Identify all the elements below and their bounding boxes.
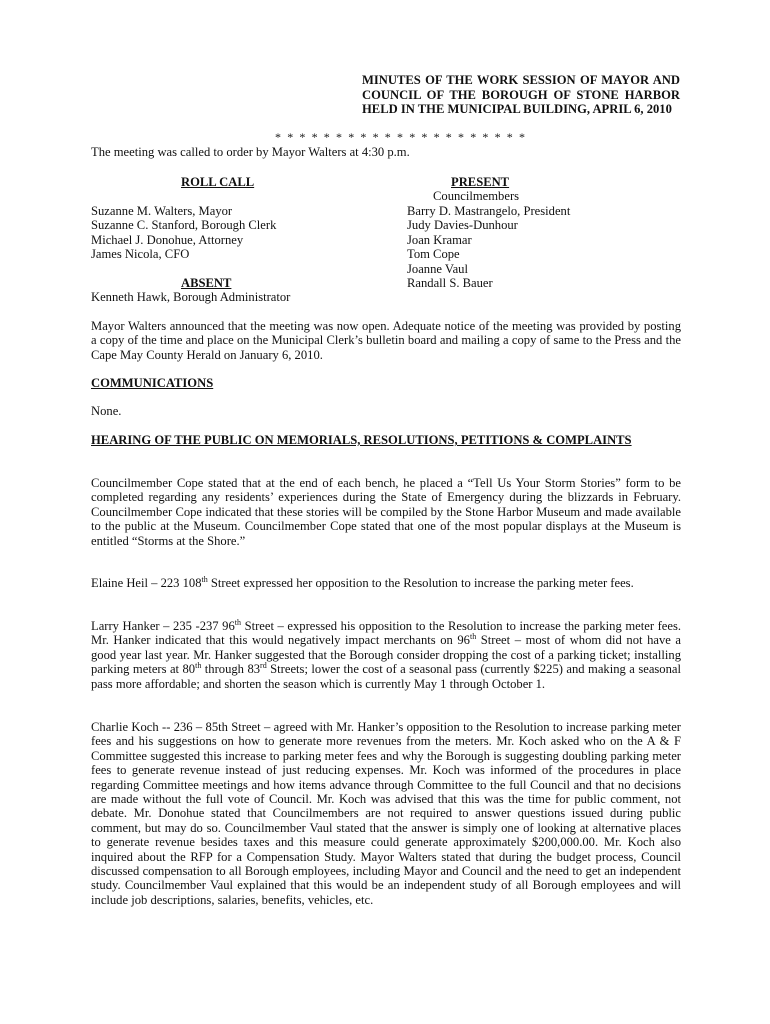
absent-heading: ABSENT xyxy=(181,276,232,290)
communications-text: None. xyxy=(91,404,122,418)
koch-statement: Charlie Koch -- 236 – 85th Street – agreed with Mr. Hanker’s opposition to the Resolution to increase parking meter fees and his suggestions on how to generate more revenues from the meters. Mr. Koch asked who on the A & F Committee suggested this increase to parking meter fees and why the Borough is suggesting doubling parking meter fees to generate revenue instead of just reducing expenses. Mr. Koch was informed of the procedures in place regarding Committee meetings and how items advance through Committee to the full Council and that no decisions are made without the full vote of Council. Mr. Koch was advised that this was the time for public comment, not debate. Mr. Donohue stated that Councilmembers are not required to answer questions issued during public comment, but may do so. Councilmember Vaul stated that the answer is simply one of looking at alternative places to generate revenue besides taxes and this measure could generate approximately $200,000.00. Mr. Koch also inquired about the RFP for a Compensation Study. Mayor Walters stated that during the budget process, Council discussed compensation to all Borough employees, including Mayor and Council and the need to get an independent study. Councilmember Vaul explained that this would be an independent study of all Borough employees and will include job descriptions, salaries, benefits, vehicles, etc. xyxy=(91,720,681,907)
communications-heading: COMMUNICATIONS xyxy=(91,376,214,390)
councilmembers-subheading: Councilmembers xyxy=(433,189,520,203)
title-separator: * * * * * * * * * * * * * * * * * * * * * xyxy=(275,130,527,144)
present-member: Joan Kramar xyxy=(407,232,472,247)
present-heading: PRESENT xyxy=(451,175,510,189)
roll-call-member: Suzanne C. Stanford, Borough Clerk xyxy=(91,218,277,233)
present-member: Randall S. Bauer xyxy=(407,275,493,290)
heil-statement: Elaine Heil – 223 108th Street expressed her opposition to the Resolution to increase the parking meter fees. xyxy=(91,574,634,590)
hanker-statement: Larry Hanker – 235 -237 96th Street – expressed his opposition to the Resolution to increase the parking meter fees. Mr. Hanker indicated that this would negatively impact merchants on 96th Street – most of whom did not have a good year last year. Mr. Hanker suggested that the Borough consider dropping the cost of a parking ticket; installing parking meters at 80th through 83rd Streets; lower the cost of a seasonal pass (currently $225) and making a seasonal pass more affordable; and shorten the season which is currently May 1 through October 1. xyxy=(91,617,682,691)
present-member: Barry D. Mastrangelo, President xyxy=(407,204,571,218)
roll-call-member: Suzanne M. Walters, Mayor xyxy=(91,204,233,218)
roll-call-member: Michael J. Donohue, Attorney xyxy=(91,232,244,247)
cope-statement: Councilmember Cope stated that at the end of each bench, he placed a “Tell Us Your Storm Stories” form to be completed regarding any residents’ experiences during the State of Emergency during the blizzards in February. Councilmember Cope indicated that these stories will be compiled by the Stone Harbor Museum and made available to the public at the Museum. Councilmember Cope stated that one of the most popular displays at the Museum is entitled “Storms at the Shore.” xyxy=(91,476,681,548)
roll-call-list xyxy=(91,204,276,262)
roll-call-heading: ROLL CALL xyxy=(181,175,255,189)
absent-member: Kenneth Hawk, Borough Administrator xyxy=(91,290,291,304)
present-member: Tom Cope xyxy=(407,247,460,262)
call-to-order: The meeting was called to order by Mayor Walters at 4:30 p.m. xyxy=(91,145,410,159)
present-member: Judy Davies-Dunhour xyxy=(407,218,518,233)
roll-call-member: James Nicola, CFO xyxy=(91,247,190,262)
hearing-heading: HEARING OF THE PUBLIC ON MEMORIALS, RESOLUTIONS, PETITIONS & COMPLAINTS xyxy=(91,433,632,447)
document-title: MINUTES OF THE WORK SESSION OF MAYOR AND COUNCIL OF THE BOROUGH OF STONE HARBOR HELD IN THE MUNICIPAL BUILDING, APRIL 6, 2010 xyxy=(362,73,680,117)
present-list xyxy=(407,204,570,290)
present-member: Joanne Vaul xyxy=(407,261,468,276)
meeting-notice: Mayor Walters announced that the meeting was now open. Adequate notice of the meeting was provided by posting a copy of the time and place on the Municipal Clerk’s bulletin board and mailing a copy of same to the Press and the Cape May County Herald on January 6, 2010. xyxy=(91,319,681,362)
